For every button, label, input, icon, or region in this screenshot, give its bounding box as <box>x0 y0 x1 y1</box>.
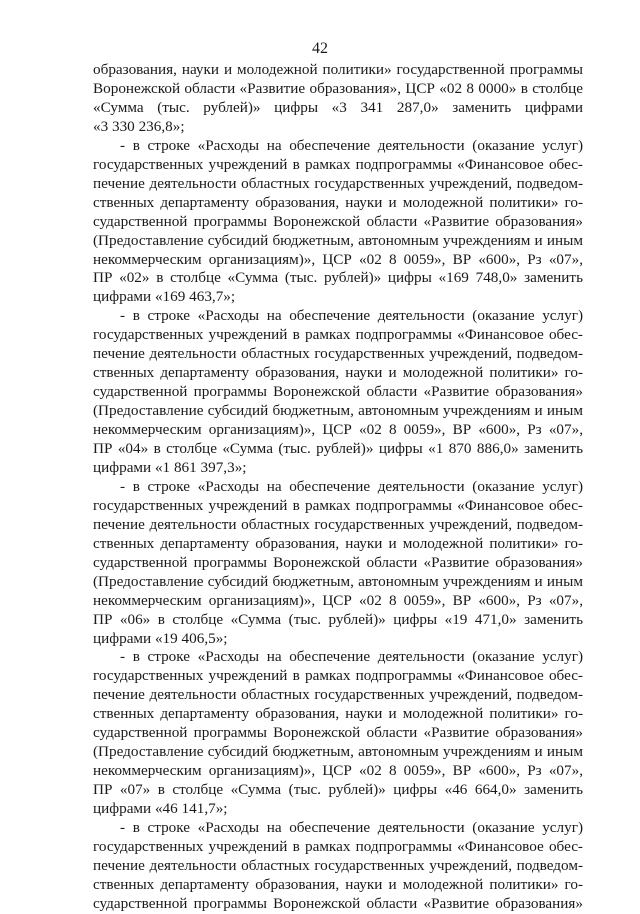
text-line: печение деятельности областных государственных учреждений, подведом- <box>93 856 583 874</box>
text-line: ственных департаменту образования, науки и молодежной политики» го- <box>93 364 583 382</box>
text-line: «Сумма (тыс. рублей)» цифры «3 341 287,0» заменить цифрами <box>93 98 583 116</box>
text-line: ственных департаменту образования, науки и молодежной политики» го- <box>93 705 583 723</box>
text-line: некоммерческим организациям)», ЦСР «02 8 0059», ВР «600», Рз «07», <box>93 421 583 439</box>
text-line: - в строке «Расходы на обеспечение деятельности (оказание услуг) <box>120 136 583 154</box>
text-line: ПР «07» в столбце «Сумма (тыс. рублей)» цифры «46 664,0» заменить <box>93 781 583 799</box>
text-line: печение деятельности областных государственных учреждений, подведом- <box>93 686 583 704</box>
text-line: государственных учреждений в рамках подпрограммы «Финансовое обес- <box>93 155 583 173</box>
text-line: некоммерческим организациям)», ЦСР «02 8 0059», ВР «600», Рз «07», <box>93 250 583 268</box>
text-line: печение деятельности областных государственных учреждений, подведом- <box>93 174 583 192</box>
text-line: ственных департаменту образования, науки и молодежной политики» го- <box>93 193 583 211</box>
text-line: цифрами «46 141,7»; <box>93 800 228 817</box>
text-line: - в строке «Расходы на обеспечение деятельности (оказание услуг) <box>120 648 583 666</box>
text-line: цифрами «169 463,7»; <box>93 288 236 306</box>
text-line: «3 330 236,8»; <box>93 117 185 135</box>
text-line: некоммерческим организациям)», ЦСР «02 8 0059», ВР «600», Рз «07», <box>93 591 583 609</box>
text-line: печение деятельности областных государственных учреждений, подведом- <box>93 345 583 363</box>
text-line: образования, науки и молодежной политики» государственной программы <box>93 61 583 78</box>
text-line: государственных учреждений в рамках подпрограммы «Финансовое обес- <box>93 326 583 344</box>
text-line: некоммерческим организациям)», ЦСР «02 8 0059», ВР «600», Рз «07», <box>93 762 583 780</box>
text-line: Воронежской области «Развитие образования», ЦСР «02 8 0000» в столбце <box>93 80 583 97</box>
text-line: ственных департаменту образования, науки и молодежной политики» го- <box>93 534 583 552</box>
text-line: ПР «04» в столбце «Сумма (тыс. рублей)» цифры «1 870 886,0» заменить <box>93 440 583 457</box>
text-line: (Предоставление субсидий бюджетным, автономным учреждениям и иным <box>93 231 583 249</box>
text-line: (Предоставление субсидий бюджетным, автономным учреждениям и иным <box>93 743 583 761</box>
text-line: сударственной программы Воронежской области «Развитие образования» <box>93 553 583 571</box>
text-line: государственных учреждений в рамках подпрограммы «Финансовое обес- <box>93 667 583 685</box>
text-line: ственных департаменту образования, науки и молодежной политики» го- <box>93 875 583 893</box>
page-number: 42 <box>312 40 328 57</box>
text-line: (Предоставление субсидий бюджетным, автономным учреждениям и иным <box>93 402 583 420</box>
text-line: - в строке «Расходы на обеспечение деятельности (оказание услуг) <box>120 477 583 495</box>
text-line: - в строке «Расходы на обеспечение деятельности (оказание услуг) <box>120 819 583 836</box>
text-line: цифрами «1 861 397,3»; <box>93 458 247 476</box>
text-line: государственных учреждений в рамках подпрограммы «Финансовое обес- <box>93 496 583 514</box>
text-line: сударственной программы Воронежской области «Развитие образования» <box>93 383 583 401</box>
text-line: государственных учреждений в рамках подпрограммы «Финансовое обес- <box>93 837 583 855</box>
text-line: сударственной программы Воронежской области «Развитие образования» <box>93 212 583 230</box>
text-line: (Предоставление субсидий бюджетным, автономным учреждениям и иным <box>93 572 583 590</box>
text-line: сударственной программы Воронежской области «Развитие образования» <box>93 724 583 742</box>
text-line: сударственной программы Воронежской области «Развитие образования» <box>93 894 583 912</box>
text-line: печение деятельности областных государственных учреждений, подведом- <box>93 515 583 533</box>
text-line: - в строке «Расходы на обеспечение деятельности (оказание услуг) <box>120 307 583 325</box>
text-line: ПР «02» в столбце «Сумма (тыс. рублей)» цифры «169 748,0» заменить <box>93 269 583 287</box>
text-line: ПР «06» в столбце «Сумма (тыс. рублей)» цифры «19 471,0» заменить <box>93 610 583 628</box>
text-line: цифрами «19 406,5»; <box>93 629 228 647</box>
